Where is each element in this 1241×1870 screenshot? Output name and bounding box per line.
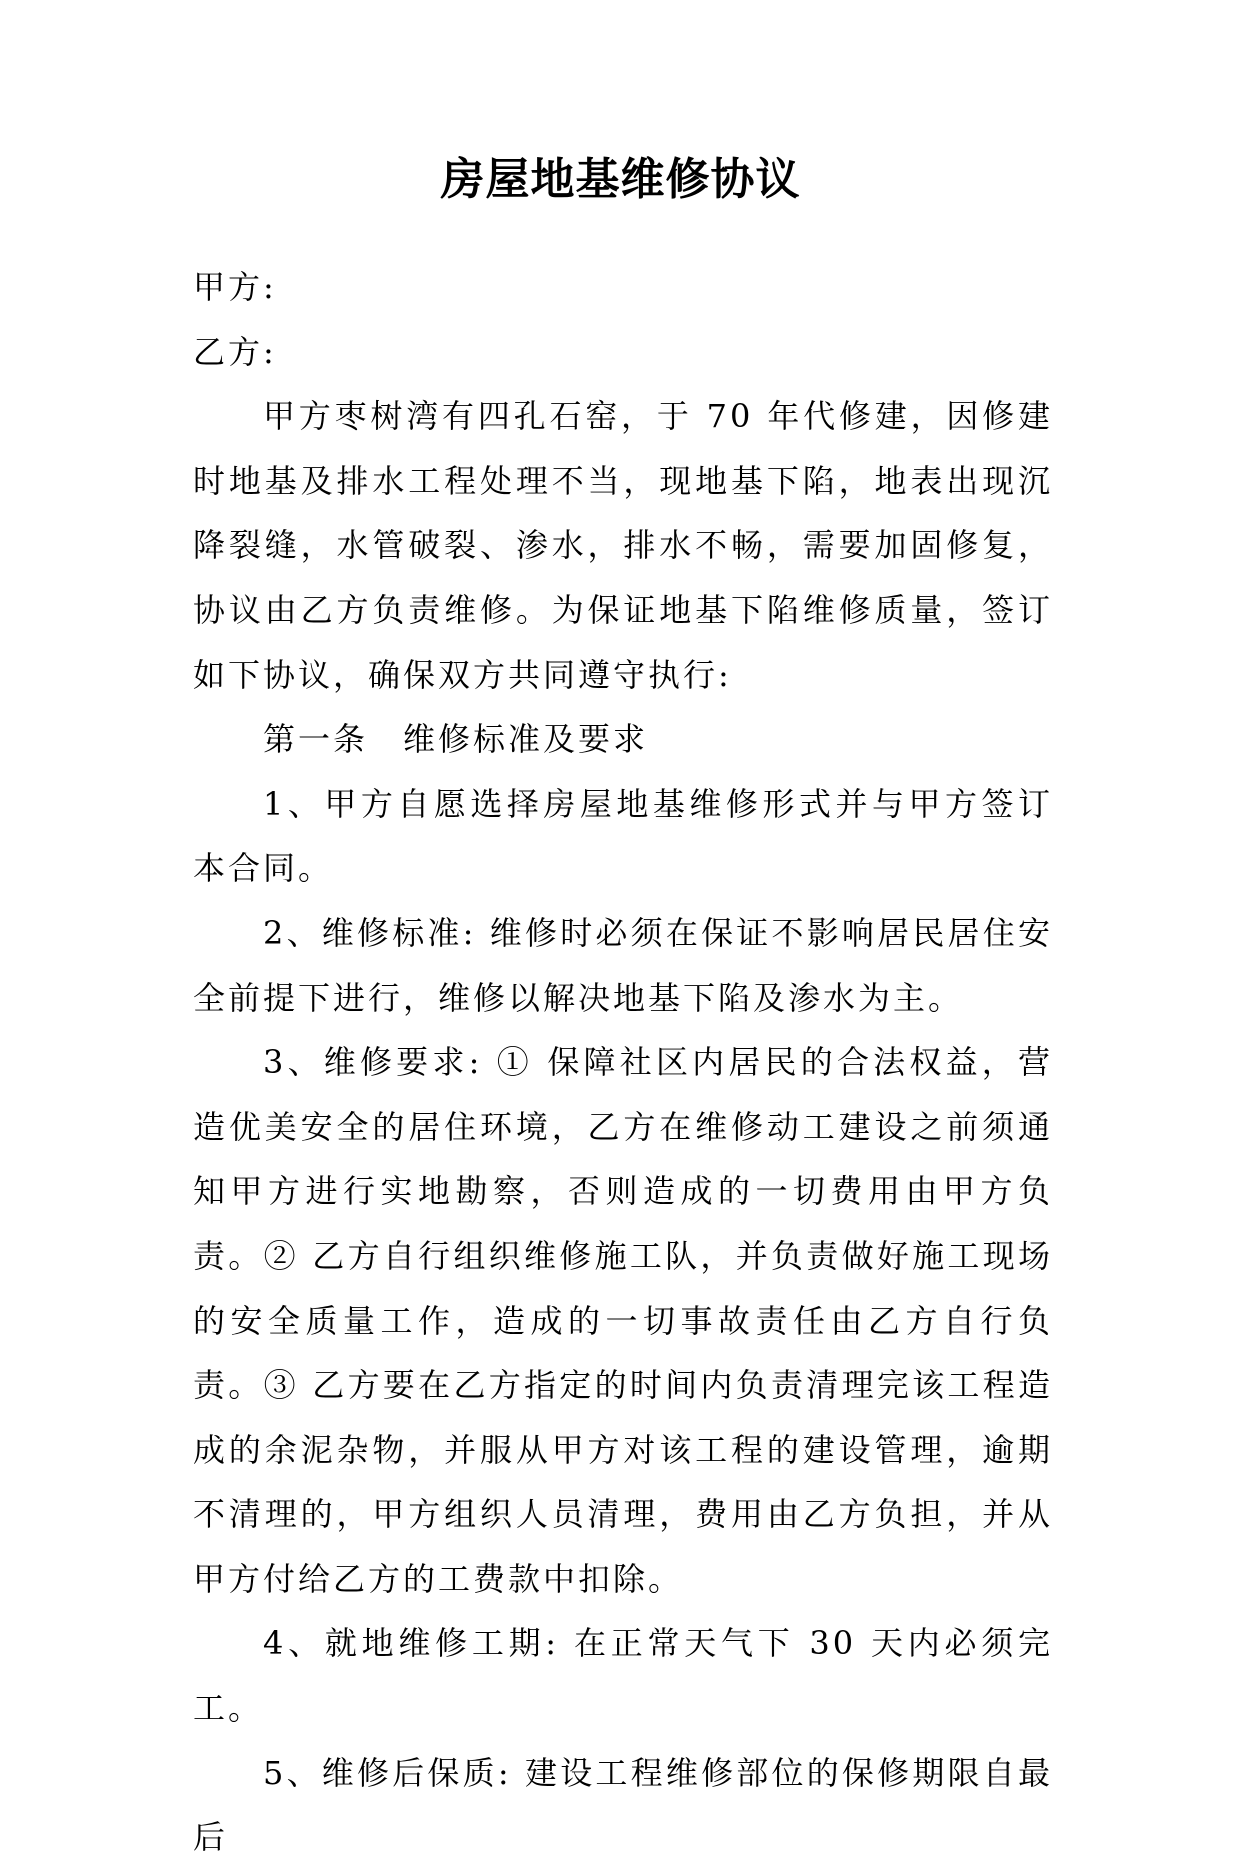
document-body	[193, 255, 1053, 1870]
clause-5: 5、维修后保质: 建设工程维修部位的保修期限自最后	[193, 1753, 1053, 1857]
clause-4: 4、就地维修工期: 在正常天气下 30 天内必须完工。	[193, 1624, 1053, 1728]
clause-3: 3、维修要求: ① 保障社区内居民的合法权益，营造优美安全的居住环境，乙方在维修动工建设之前须通知甲方进行实地勘察，否则造成的一切费用由甲方负责。② 乙方自行组织维修施工队，并负责做好施工现场的安全质量工作，造成的一切事故责任由乙方自行负责。③ 乙方要在乙方指定的时间内负责清理完该工程造成的余泥杂物，并服从甲方对该工程的建设管理，逾期不清理的，甲方组织人员清理，费用由乙方负担，并从甲方付给乙方的工费款中扣除。	[193, 1043, 1053, 1598]
clause-2: 2、维修标准: 维修时必须在保证不影响居民居住安全前提下进行，维修以解决地基下陷及渗水为主。	[193, 913, 1053, 1017]
party-a-label: 甲方:	[193, 268, 277, 306]
clause-1: 1、甲方自愿选择房屋地基维修形式并与甲方签订本合同。	[193, 784, 1053, 888]
document-title: 房屋地基维修协议	[440, 154, 801, 205]
party-b-label: 乙方:	[193, 332, 277, 371]
intro-paragraph: 甲方枣树湾有四孔石窑，于 70 年代修建，因修建时地基及排水工程处理不当，现地基下陷，地表出现沉降裂缝，水管破裂、渗水，排水不畅，需要加固修复，协议由乙方负责维修。为保证地基下陷维修质量，签订如下协议，确保双方共同遵守执行:	[193, 397, 1053, 694]
article-one-heading: 第一条 维修标准及要求	[263, 720, 649, 759]
